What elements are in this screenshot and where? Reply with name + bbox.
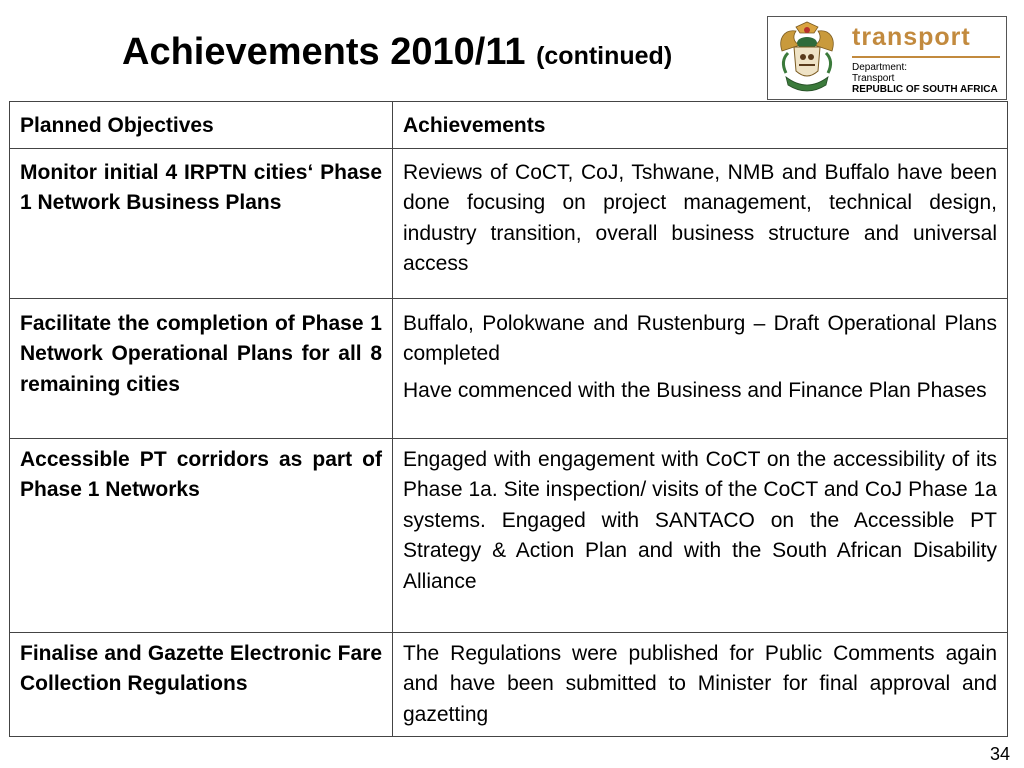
logo-country: REPUBLIC OF SOUTH AFRICA: [852, 84, 998, 95]
achievement-cell: [393, 632, 1008, 737]
achievement-text: Buffalo, Polokwane and Rustenburg – Draft Operational Plans completed: [403, 311, 997, 365]
achievement-text: Engaged with engagement with CoCT on the accessibility of its Phase 1a. Site inspection/ visits of the CoCT and CoJ Phase 1a systems. Engaged with SANTACO on the Accessible PT Strategy & Action Plan and with the South African Disability Alliance: [403, 447, 997, 593]
logo-department-name: Transport: [852, 73, 895, 84]
slide-title: [122, 28, 672, 80]
coat-of-arms-icon: [774, 21, 840, 97]
achievement-cell: [393, 148, 1008, 298]
table-row: [10, 298, 1008, 438]
objective-cell: Accessible PT corridors as part of Phase 1 Networks: [10, 438, 393, 632]
achievements-table: [9, 101, 1008, 737]
achievement-text: The Regulations were published for Public Comments again and have been submitted to Minister for final approval and gazetting: [403, 641, 997, 726]
objective-cell: Finalise and Gazette Electronic Fare Collection Regulations: [10, 632, 393, 737]
achievement-text: Reviews of CoCT, CoJ, Tshwane, NMB and Buffalo have been done focusing on project management, technical design, industry transition, overall business structure and universal access: [403, 160, 997, 275]
achievement-text: Have commenced with the Business and Finance Plan Phases: [403, 378, 987, 402]
header-achievements: Achievements: [393, 102, 1008, 149]
transport-logo: [767, 16, 1007, 100]
table-row: [10, 148, 1008, 298]
logo-divider: [852, 56, 1000, 58]
logo-department-label: Department:: [852, 62, 908, 73]
table-row: [10, 438, 1008, 632]
achievement-cell: [393, 298, 1008, 438]
title-sub: (continued): [536, 42, 673, 70]
title-main: Achievements 2010/11: [122, 31, 526, 73]
table-header-row: [10, 102, 1008, 149]
header-planned-objectives: Planned Objectives: [10, 102, 393, 149]
page-number: 34: [989, 744, 1010, 764]
table-row: [10, 632, 1008, 737]
objective-cell: Facilitate the completion of Phase 1 Network Operational Plans for all 8 remaining cities: [10, 298, 393, 438]
logo-wordmark: transport: [852, 23, 971, 51]
objective-cell: Monitor initial 4 IRPTN cities‘ Phase 1 Network Business Plans: [10, 148, 393, 298]
achievement-cell: [393, 438, 1008, 632]
